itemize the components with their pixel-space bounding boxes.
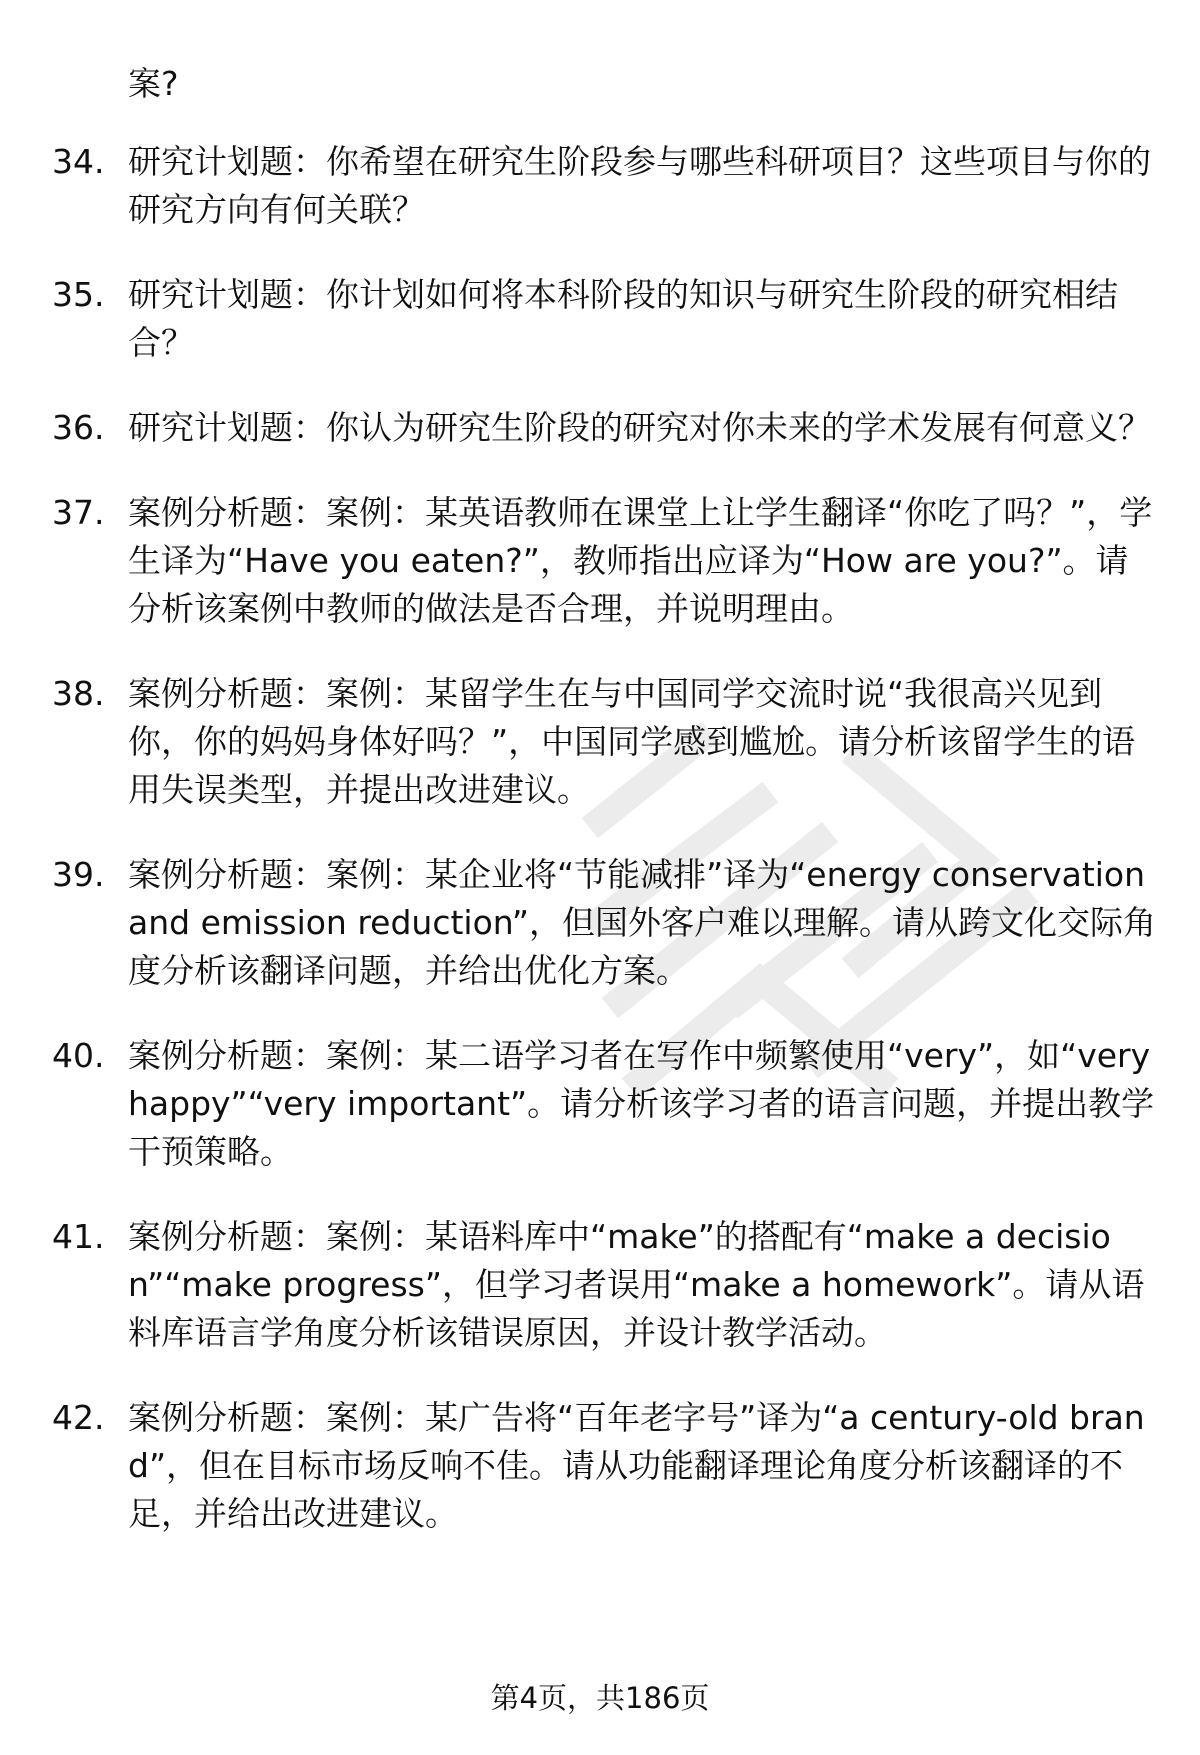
question-text: 研究计划题：你认为研究生阶段的研究对你未来的学术发展有何意义？ xyxy=(128,408,1151,447)
question-number: 40. xyxy=(52,1036,105,1075)
question-number: 37. xyxy=(52,493,105,532)
question-item xyxy=(0,271,1200,367)
question-number: 34. xyxy=(52,142,105,181)
question-item xyxy=(0,851,1200,995)
question-number: 38. xyxy=(52,674,105,713)
question-text: 研究计划题：你希望在研究生阶段参与哪些科研项目？这些项目与你的研究方向有何关联？ xyxy=(128,142,1151,229)
page-footer: 第4页，共186页 xyxy=(490,1681,710,1715)
question-item xyxy=(0,138,1200,234)
question-item xyxy=(0,1032,1200,1176)
question-number: 42. xyxy=(52,1398,105,1437)
question-number: 41. xyxy=(52,1217,105,1256)
question-item xyxy=(0,404,1200,452)
question-item xyxy=(0,1394,1200,1538)
question-item xyxy=(0,489,1200,633)
question-text: 案例分析题：案例：某语料库中“make”的搭配有“make a decision”“make progress”，但学习者误用“make a homework”。请从语料库语言学角度分析该错误原因，并设计教学活动。 xyxy=(128,1217,1145,1352)
question-text: 案例分析题：案例：某二语学习者在写作中频繁使用“very”，如“very happy”“very important”。请分析该学习者的语言问题，并提出教学干预策略。 xyxy=(128,1036,1155,1171)
question-number: 35. xyxy=(52,275,105,314)
question-item xyxy=(0,1213,1200,1357)
question-number: 36. xyxy=(52,408,105,447)
question-text: 案例分析题：案例：某广告将“百年老字号”译为“a century-old brand”，但在目标市场反响不佳。请从功能翻译理论角度分析该翻译的不足，并给出改进建议。 xyxy=(128,1398,1145,1533)
question-list xyxy=(0,138,1200,1575)
question-number: 39. xyxy=(52,855,105,894)
continuation-text: 案? xyxy=(128,64,179,103)
question-text: 案例分析题：案例：某英语教师在课堂上让学生翻译“你吃了吗？”，学生译为“Have you eaten?”，教师指出应译为“How are you?”。请分析该案例中教师的做法是否合理，并说明理由。 xyxy=(128,493,1153,628)
question-text: 研究计划题：你计划如何将本科阶段的知识与研究生阶段的研究相结合？ xyxy=(128,275,1118,362)
question-text: 案例分析题：案例：某留学生在与中国同学交流时说“我很高兴见到你，你的妈妈身体好吗？”，中国同学感到尴尬。请分析该留学生的语用失误类型，并提出改进建议。 xyxy=(128,674,1136,809)
question-text: 案例分析题：案例：某企业将“节能减排”译为“energy conservation and emission reduction”，但国外客户难以理解。请从跨文化交际角度分析该翻译问题，并给出优化方案。 xyxy=(128,855,1156,990)
question-item xyxy=(0,670,1200,814)
